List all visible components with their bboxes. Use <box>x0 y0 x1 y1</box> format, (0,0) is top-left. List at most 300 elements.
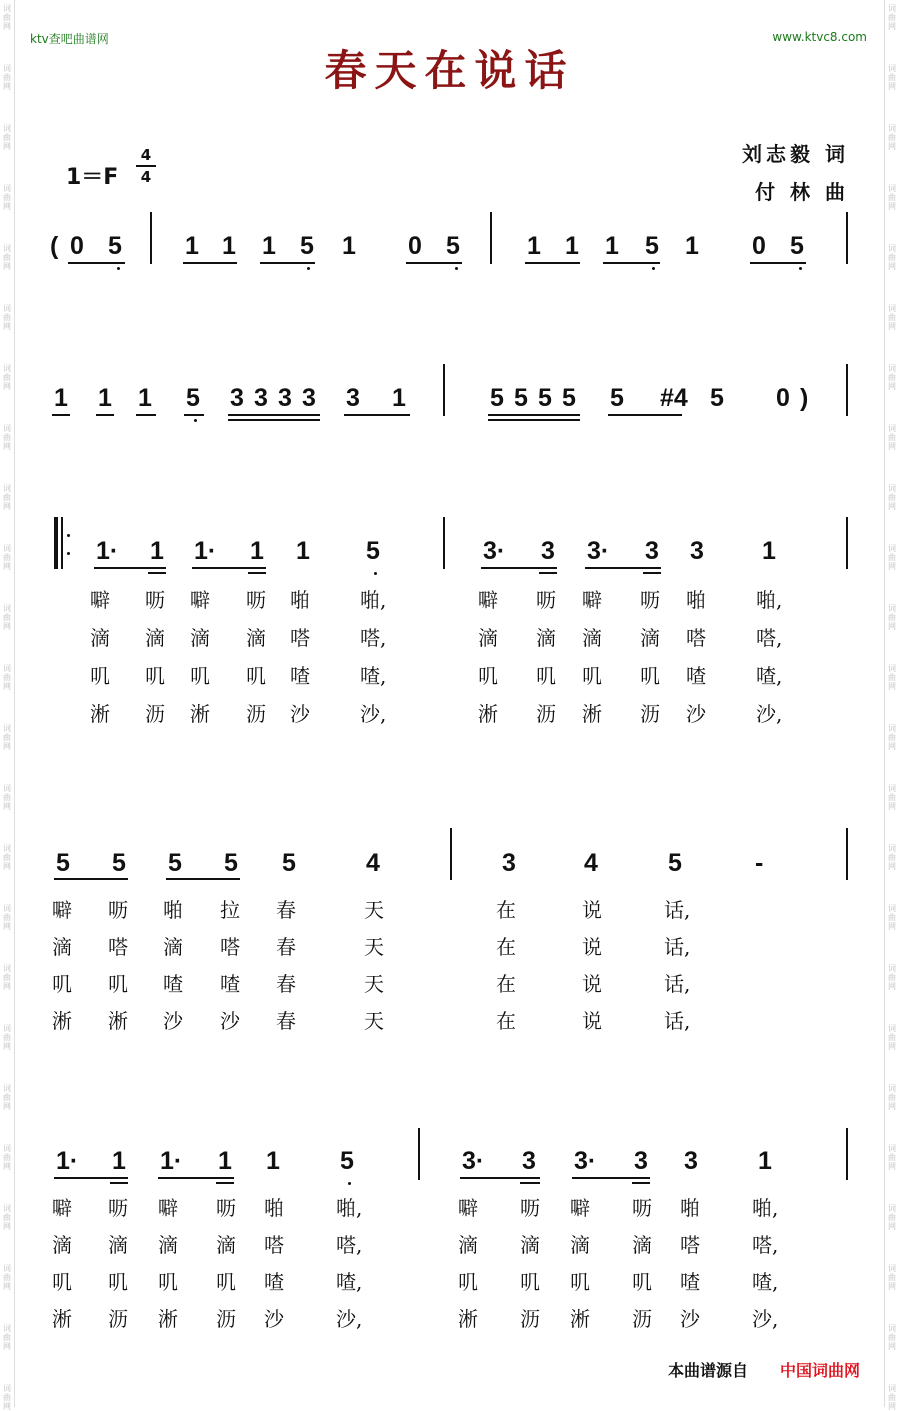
barline <box>490 212 492 264</box>
note: 1 <box>266 1147 280 1175</box>
octave-dot <box>348 1182 351 1185</box>
note: 3 <box>346 384 360 412</box>
beam-underline <box>750 262 806 264</box>
lyric-syllable: 喳 <box>290 664 310 688</box>
lyricist-credit: 刘志毅 词 <box>742 142 849 166</box>
lyric-syllable: 叽 <box>246 664 266 688</box>
octave-dot <box>455 267 458 270</box>
side-watermark: 词 曲 网 <box>3 1384 11 1411</box>
note: 5 <box>610 384 624 412</box>
beam-underline <box>460 1177 540 1179</box>
octave-dot <box>307 267 310 270</box>
lyric-syllable: 啪 <box>686 588 706 612</box>
lyric-syllable: 喳, <box>752 1270 779 1294</box>
side-watermark: 词 曲 网 <box>3 124 11 151</box>
beam-underline <box>166 878 240 880</box>
lyric-syllable: 滴 <box>190 626 210 650</box>
lyric-syllable: 噼 <box>190 588 210 612</box>
barline <box>443 517 445 569</box>
lyric-syllable: 沙 <box>264 1307 284 1331</box>
note: 5 <box>668 849 682 877</box>
lyric-syllable: 淅 <box>478 702 498 726</box>
lyric-syllable: 叽 <box>536 664 556 688</box>
lyric-syllable: 春 <box>276 898 296 922</box>
note: 1 <box>605 232 619 260</box>
lyric-syllable: 话, <box>664 898 691 922</box>
lyric-syllable: 啪, <box>360 588 387 612</box>
barline <box>846 517 848 569</box>
lyric-syllable: 沥 <box>632 1307 652 1331</box>
beam-underline <box>608 414 682 416</box>
octave-dot <box>799 267 802 270</box>
lyric-syllable: 嗒, <box>360 626 387 650</box>
lyric-syllable: 淅 <box>52 1009 72 1033</box>
side-watermark: 词 曲 网 <box>3 364 11 391</box>
lyric-syllable: 在 <box>496 1009 516 1033</box>
note: 1 <box>185 232 199 260</box>
note: 1· <box>96 537 119 565</box>
lyric-syllable: 喳 <box>163 972 183 996</box>
side-watermark: 词 曲 网 <box>3 484 11 511</box>
note: 3· <box>483 537 506 565</box>
lyric-syllable: 叽 <box>52 1270 72 1294</box>
lyric-syllable: 滴 <box>570 1233 590 1257</box>
note: 1· <box>56 1147 79 1175</box>
note: 0 <box>70 232 84 260</box>
note: 5 <box>514 384 528 412</box>
lyric-syllable: 嗒 <box>290 626 310 650</box>
octave-dot <box>67 552 70 555</box>
side-watermark: 词 曲 网 <box>888 124 896 151</box>
side-watermark: 词 曲 网 <box>888 1024 896 1051</box>
lyric-syllable: 滴 <box>163 935 183 959</box>
left-side-strip <box>0 0 15 1411</box>
beam-underline <box>68 262 125 264</box>
octave-dot <box>117 267 120 270</box>
side-watermark: 词 曲 网 <box>888 424 896 451</box>
note: 1 <box>392 384 406 412</box>
lyric-syllable: 叽 <box>640 664 660 688</box>
lyric-syllable: 滴 <box>582 626 602 650</box>
lyric-syllable: 滴 <box>145 626 165 650</box>
note: 5 <box>300 232 314 260</box>
side-watermark: 词 曲 网 <box>3 424 11 451</box>
note: ( <box>50 232 59 260</box>
right-side-strip <box>884 0 899 1411</box>
barline <box>418 1128 420 1180</box>
lyric-syllable: 说 <box>582 935 602 959</box>
lyric-syllable: 啪 <box>290 588 310 612</box>
lyric-syllable: 嗒 <box>108 935 128 959</box>
note: 5 <box>56 849 70 877</box>
lyric-syllable: 沥 <box>536 702 556 726</box>
beam-underline <box>192 567 266 569</box>
lyric-syllable: 嗒 <box>680 1233 700 1257</box>
note: 1 <box>527 232 541 260</box>
lyric-syllable: 呖 <box>108 898 128 922</box>
lyric-syllable: 沥 <box>145 702 165 726</box>
note: ) <box>800 384 809 412</box>
octave-dot <box>194 419 197 422</box>
lyric-syllable: 叽 <box>478 664 498 688</box>
side-watermark: 词 曲 网 <box>3 1144 11 1171</box>
lyric-syllable: 淅 <box>458 1307 478 1331</box>
lyric-syllable: 呖 <box>108 1196 128 1220</box>
lyric-syllable: 天 <box>364 898 384 922</box>
note: 5 <box>168 849 182 877</box>
lyric-syllable: 沥 <box>216 1307 236 1331</box>
lyric-syllable: 沙 <box>163 1009 183 1033</box>
beam-underline <box>488 419 580 421</box>
barline <box>150 212 152 264</box>
lyric-syllable: 喳 <box>680 1270 700 1294</box>
lyric-syllable: 滴 <box>108 1233 128 1257</box>
lyric-syllable: 啪 <box>264 1196 284 1220</box>
lyric-syllable: 叽 <box>90 664 110 688</box>
note: 3· <box>462 1147 485 1175</box>
note: 5 <box>366 537 380 565</box>
beam-underline <box>136 414 156 416</box>
barline <box>846 364 848 416</box>
beam-underline <box>228 419 320 421</box>
side-watermark: 词 曲 网 <box>3 4 11 31</box>
barline <box>846 828 848 880</box>
beam-underline <box>603 262 660 264</box>
lyric-syllable: 说 <box>582 1009 602 1033</box>
lyric-syllable: 淅 <box>582 702 602 726</box>
note: 1 <box>218 1147 232 1175</box>
note: 1 <box>54 384 68 412</box>
lyric-syllable: 噼 <box>478 588 498 612</box>
meter-top: 4 <box>140 146 152 164</box>
note: #4 <box>660 384 688 412</box>
note: 1 <box>296 537 310 565</box>
note: 3 <box>634 1147 648 1175</box>
lyric-syllable: 沙, <box>360 702 387 726</box>
note: 0 <box>752 232 766 260</box>
octave-dot <box>67 534 70 537</box>
lyric-syllable: 噼 <box>458 1196 478 1220</box>
lyric-syllable: 喳 <box>220 972 240 996</box>
lyric-syllable: 淅 <box>52 1307 72 1331</box>
note: 3 <box>684 1147 698 1175</box>
note: 5 <box>710 384 724 412</box>
note: 1 <box>138 384 152 412</box>
lyric-syllable: 拉 <box>220 898 240 922</box>
meter-bar <box>136 165 156 167</box>
side-watermark: 词 曲 网 <box>888 1084 896 1111</box>
barline <box>54 517 58 569</box>
side-watermark: 词 曲 网 <box>3 184 11 211</box>
lyric-syllable: 喳 <box>686 664 706 688</box>
lyric-syllable: 滴 <box>52 1233 72 1257</box>
lyric-syllable: 呖 <box>216 1196 236 1220</box>
side-watermark: 词 曲 网 <box>3 244 11 271</box>
lyric-syllable: 喳 <box>264 1270 284 1294</box>
lyric-syllable: 呖 <box>520 1196 540 1220</box>
beam-underline <box>110 1182 128 1184</box>
side-watermark: 词 曲 网 <box>3 964 11 991</box>
note: 5 <box>108 232 122 260</box>
lyric-syllable: 沙 <box>220 1009 240 1033</box>
barline <box>61 517 63 569</box>
beam-underline <box>525 262 580 264</box>
lyric-syllable: 噼 <box>582 588 602 612</box>
lyric-syllable: 滴 <box>90 626 110 650</box>
beam-underline <box>572 1177 650 1179</box>
side-watermark: 词 曲 网 <box>888 64 896 91</box>
beam-underline <box>520 1182 540 1184</box>
note: 5 <box>186 384 200 412</box>
lyric-syllable: 叽 <box>108 972 128 996</box>
side-watermark: 词 曲 网 <box>888 1144 896 1171</box>
footer-site-link[interactable]: 中国词曲网 <box>780 1361 861 1380</box>
lyric-syllable: 喳, <box>336 1270 363 1294</box>
lyric-syllable: 话, <box>664 972 691 996</box>
note: 3 <box>645 537 659 565</box>
lyric-syllable: 嗒 <box>686 626 706 650</box>
lyric-syllable: 嗒 <box>220 935 240 959</box>
lyric-syllable: 啪, <box>756 588 783 612</box>
lyric-syllable: 滴 <box>536 626 556 650</box>
note: 5 <box>490 384 504 412</box>
lyric-syllable: 啪, <box>752 1196 779 1220</box>
side-watermark: 词 曲 网 <box>888 784 896 811</box>
side-watermark: 词 曲 网 <box>3 604 11 631</box>
lyric-syllable: 嗒, <box>752 1233 779 1257</box>
lyric-syllable: 啪 <box>680 1196 700 1220</box>
note: 5 <box>446 232 460 260</box>
beam-underline <box>184 414 204 416</box>
beam-underline <box>228 414 320 416</box>
lyric-syllable: 滴 <box>458 1233 478 1257</box>
note: 0 <box>408 232 422 260</box>
time-signature <box>136 146 156 186</box>
note: 3 <box>690 537 704 565</box>
lyric-syllable: 滴 <box>640 626 660 650</box>
lyric-syllable: 沥 <box>108 1307 128 1331</box>
beam-underline <box>183 262 237 264</box>
lyric-syllable: 嗒 <box>264 1233 284 1257</box>
lyric-syllable: 沙, <box>336 1307 363 1331</box>
lyric-syllable: 滴 <box>478 626 498 650</box>
note: 1 <box>565 232 579 260</box>
lyric-syllable: 喳, <box>360 664 387 688</box>
lyric-syllable: 在 <box>496 972 516 996</box>
lyric-syllable: 滴 <box>520 1233 540 1257</box>
note: 5 <box>790 232 804 260</box>
lyric-syllable: 沙, <box>752 1307 779 1331</box>
note: 5 <box>645 232 659 260</box>
note: 3 <box>278 384 292 412</box>
side-watermark: 词 曲 网 <box>3 1204 11 1231</box>
beam-underline <box>406 262 462 264</box>
footer-source: 本曲谱源自 <box>668 1361 749 1380</box>
beam-underline <box>148 572 166 574</box>
note: 1 <box>112 1147 126 1175</box>
song-title: 春天在说话 <box>324 46 575 95</box>
barline <box>450 828 452 880</box>
beam-underline <box>248 572 266 574</box>
lyric-syllable: 叽 <box>190 664 210 688</box>
note: 4 <box>366 849 380 877</box>
beam-underline <box>632 1182 650 1184</box>
note: 3 <box>254 384 268 412</box>
lyric-syllable: 沙, <box>756 702 783 726</box>
lyric-syllable: 嗒, <box>336 1233 363 1257</box>
lyric-syllable: 滴 <box>158 1233 178 1257</box>
lyric-syllable: 春 <box>276 972 296 996</box>
lyric-syllable: 沥 <box>246 702 266 726</box>
side-watermark: 词 曲 网 <box>3 1324 11 1351</box>
note: 3 <box>502 849 516 877</box>
lyric-syllable: 噼 <box>570 1196 590 1220</box>
side-watermark: 词 曲 网 <box>888 844 896 871</box>
beam-underline <box>52 414 70 416</box>
side-watermark: 词 曲 网 <box>888 244 896 271</box>
lyric-syllable: 说 <box>582 972 602 996</box>
side-watermark: 词 曲 网 <box>3 1024 11 1051</box>
side-watermark: 词 曲 网 <box>3 904 11 931</box>
lyric-syllable: 噼 <box>158 1196 178 1220</box>
note: 5 <box>340 1147 354 1175</box>
lyric-syllable: 滴 <box>632 1233 652 1257</box>
side-watermark: 词 曲 网 <box>888 304 896 331</box>
lyric-syllable: 呖 <box>145 588 165 612</box>
side-watermark: 词 曲 网 <box>3 1084 11 1111</box>
side-watermark: 词 曲 网 <box>3 304 11 331</box>
lyric-syllable: 啪 <box>163 898 183 922</box>
lyric-syllable: 叽 <box>216 1270 236 1294</box>
note: 3 <box>302 384 316 412</box>
side-watermark: 词 曲 网 <box>888 1324 896 1351</box>
note: - <box>755 849 764 877</box>
beam-underline <box>260 262 315 264</box>
composer-credit: 付 林 曲 <box>755 180 849 204</box>
lyric-syllable: 噼 <box>52 898 72 922</box>
lyric-syllable: 呖 <box>536 588 556 612</box>
side-watermark: 词 曲 网 <box>3 784 11 811</box>
side-watermark: 词 曲 网 <box>3 1264 11 1291</box>
side-watermark: 词 曲 网 <box>888 4 896 31</box>
side-watermark: 词 曲 网 <box>888 544 896 571</box>
side-watermark: 词 曲 网 <box>3 724 11 751</box>
lyric-syllable: 叽 <box>632 1270 652 1294</box>
lyric-syllable: 沙 <box>686 702 706 726</box>
side-watermark: 词 曲 网 <box>3 64 11 91</box>
lyric-syllable: 叽 <box>458 1270 478 1294</box>
lyric-syllable: 滴 <box>52 935 72 959</box>
lyric-syllable: 嗒, <box>756 626 783 650</box>
lyric-syllable: 叽 <box>52 972 72 996</box>
note: 1 <box>262 232 276 260</box>
side-watermark: 词 曲 网 <box>888 1204 896 1231</box>
lyric-syllable: 淅 <box>570 1307 590 1331</box>
side-watermark: 词 曲 网 <box>3 544 11 571</box>
site-label-right[interactable]: www.ktvc8.com <box>772 30 867 44</box>
note: 1 <box>250 537 264 565</box>
lyric-syllable: 淅 <box>108 1009 128 1033</box>
lyric-syllable: 滴 <box>216 1233 236 1257</box>
side-watermark: 词 曲 网 <box>888 664 896 691</box>
note: 3· <box>587 537 610 565</box>
beam-underline <box>344 414 410 416</box>
side-watermark: 词 曲 网 <box>888 484 896 511</box>
lyric-syllable: 在 <box>496 898 516 922</box>
lyric-syllable: 在 <box>496 935 516 959</box>
lyric-syllable: 淅 <box>190 702 210 726</box>
lyric-syllable: 呖 <box>640 588 660 612</box>
lyric-syllable: 话, <box>664 935 691 959</box>
lyric-syllable: 春 <box>276 1009 296 1033</box>
note: 5 <box>282 849 296 877</box>
lyric-syllable: 春 <box>276 935 296 959</box>
lyric-syllable: 啪, <box>336 1196 363 1220</box>
side-watermark: 词 曲 网 <box>3 664 11 691</box>
note: 5 <box>224 849 238 877</box>
lyric-syllable: 叽 <box>158 1270 178 1294</box>
lyric-syllable: 叽 <box>145 664 165 688</box>
beam-underline <box>539 572 557 574</box>
lyric-syllable: 淅 <box>158 1307 178 1331</box>
note: 1· <box>194 537 217 565</box>
beam-underline <box>481 567 557 569</box>
beam-underline <box>54 1177 128 1179</box>
site-label-left[interactable]: ktv查吧曲谱网 <box>30 32 109 46</box>
beam-underline <box>643 572 661 574</box>
side-watermark: 词 曲 网 <box>888 1264 896 1291</box>
lyric-syllable: 叽 <box>108 1270 128 1294</box>
beam-underline <box>216 1182 234 1184</box>
note: 1 <box>762 537 776 565</box>
key-signature: 1＝F <box>66 165 119 190</box>
barline <box>846 212 848 264</box>
note: 5 <box>538 384 552 412</box>
note: 3· <box>574 1147 597 1175</box>
beam-underline <box>158 1177 234 1179</box>
lyric-syllable: 呖 <box>632 1196 652 1220</box>
side-watermark: 词 曲 网 <box>888 964 896 991</box>
lyric-syllable: 沥 <box>520 1307 540 1331</box>
note: 5 <box>562 384 576 412</box>
beam-underline <box>488 414 580 416</box>
lyric-syllable: 呖 <box>246 588 266 612</box>
note: 1 <box>222 232 236 260</box>
lyric-syllable: 话, <box>664 1009 691 1033</box>
note: 1 <box>685 232 699 260</box>
note: 5 <box>112 849 126 877</box>
side-watermark: 词 曲 网 <box>888 904 896 931</box>
lyric-syllable: 叽 <box>582 664 602 688</box>
note: 3 <box>230 384 244 412</box>
beam-underline <box>585 567 661 569</box>
lyric-syllable: 说 <box>582 898 602 922</box>
side-watermark: 词 曲 网 <box>888 184 896 211</box>
side-watermark: 词 曲 网 <box>888 724 896 751</box>
lyric-syllable: 天 <box>364 1009 384 1033</box>
lyric-syllable: 叽 <box>570 1270 590 1294</box>
barline <box>846 1128 848 1180</box>
note: 0 <box>776 384 790 412</box>
side-watermark: 词 曲 网 <box>888 364 896 391</box>
meter-bottom: 4 <box>140 168 152 186</box>
note: 3 <box>522 1147 536 1175</box>
lyric-syllable: 沙 <box>680 1307 700 1331</box>
side-watermark: 词 曲 网 <box>888 604 896 631</box>
octave-dot <box>374 572 377 575</box>
lyric-syllable: 天 <box>364 972 384 996</box>
lyric-syllable: 喳, <box>756 664 783 688</box>
